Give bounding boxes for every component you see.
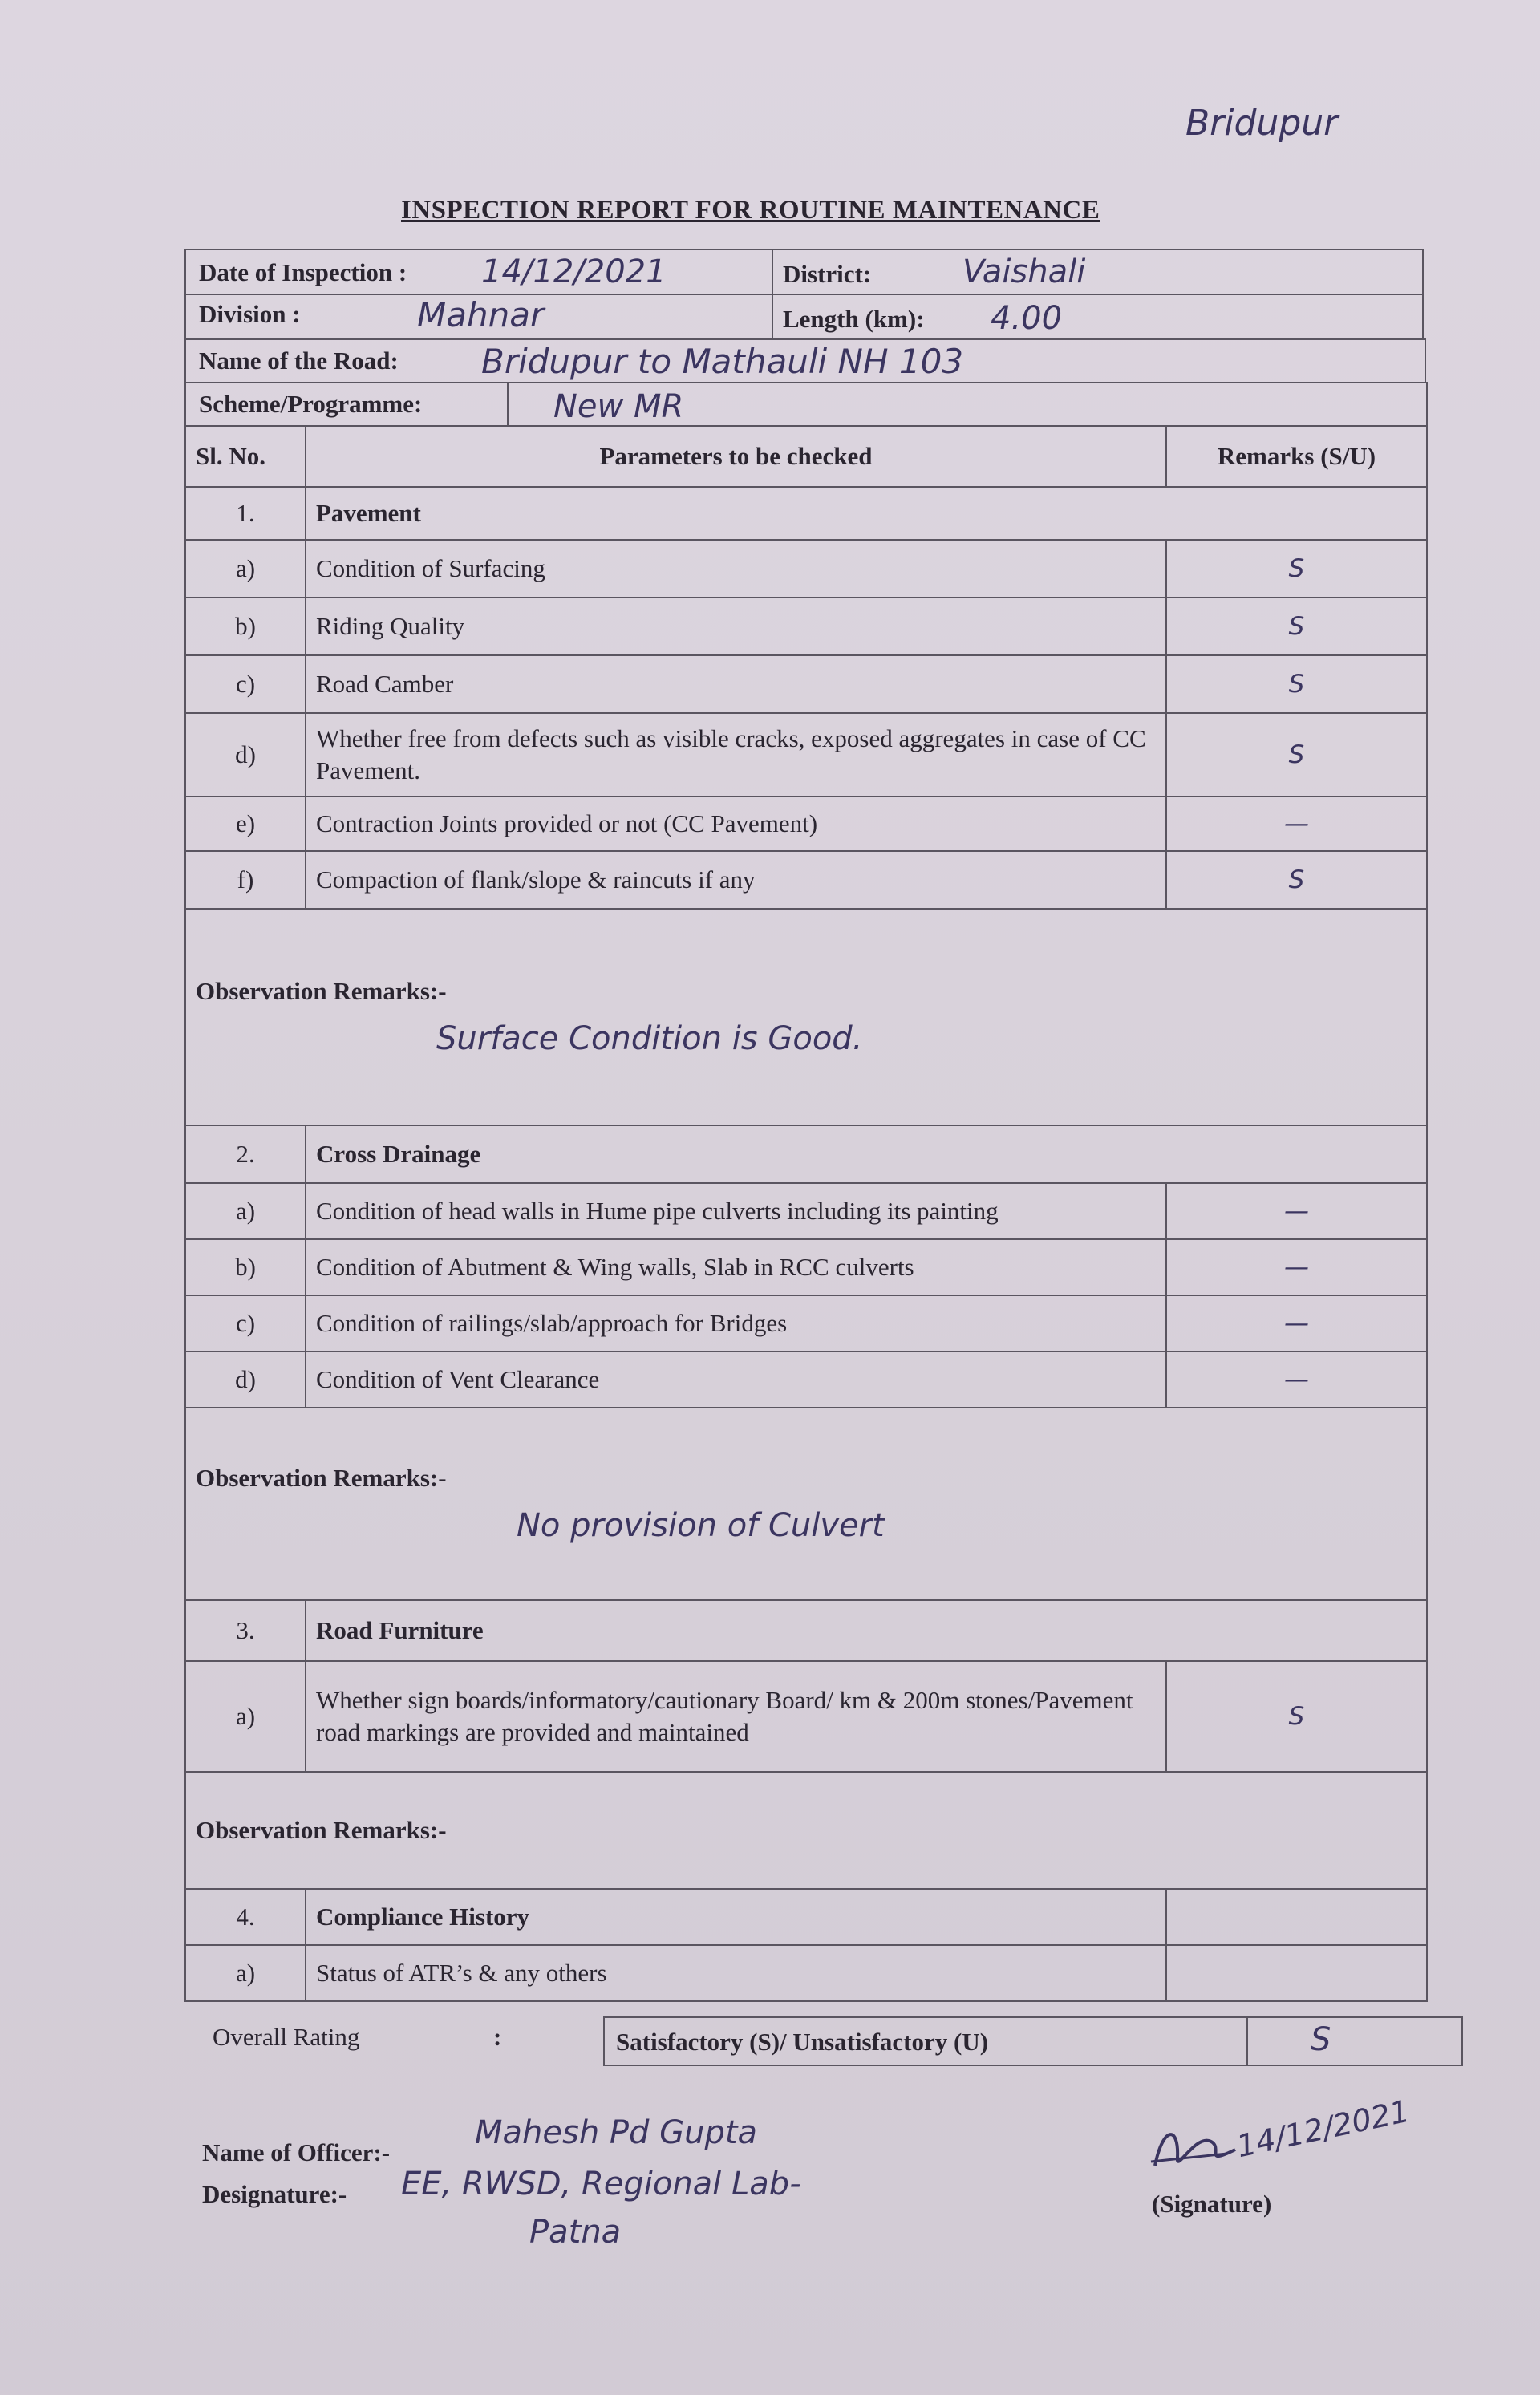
observation-text: No provision of Culvert	[517, 1507, 885, 1544]
section-number: 1.	[185, 487, 306, 540]
observation-label: Observation Remarks:-	[196, 977, 447, 1005]
row-param: Whether free from defects such as visible cracks, exposed aggregates in case of CC Pavement.	[306, 713, 1166, 796]
section-number: 3.	[185, 1600, 306, 1661]
overall-rating-box	[603, 2016, 1463, 2066]
row-remark: S	[1166, 598, 1427, 655]
observation-row	[185, 909, 1427, 1125]
section-row	[185, 1600, 1427, 1661]
district-value: Vaishali	[962, 253, 1086, 290]
row-param: Condition of Abutment & Wing walls, Slab in RCC culverts	[306, 1239, 1166, 1295]
table-row	[185, 796, 1427, 851]
table-row	[185, 598, 1427, 655]
row-sl: e)	[185, 796, 306, 851]
table-row	[185, 1661, 1427, 1772]
observation-cell	[185, 1772, 1427, 1889]
table-header-row	[185, 426, 1427, 487]
row-param: Compaction of flank/slope & raincuts if any	[306, 851, 1166, 909]
date-value: 14/12/2021	[481, 253, 667, 290]
observation-row	[185, 1772, 1427, 1889]
table-row	[185, 1351, 1427, 1408]
row-param: Condition of railings/slab/approach for Bridges	[306, 1295, 1166, 1351]
section-name: Compliance History	[306, 1889, 1166, 1945]
section-row	[185, 1889, 1427, 1945]
table-row	[185, 713, 1427, 796]
corner-note: Bridupur	[1185, 103, 1339, 144]
table-row	[185, 540, 1427, 598]
row-sl: c)	[185, 655, 306, 713]
table-row	[185, 1183, 1427, 1239]
row-sl: b)	[185, 598, 306, 655]
row-remark: S	[1166, 655, 1427, 713]
row-param: Condition of head walls in Hume pipe culverts including its painting	[306, 1183, 1166, 1239]
rating-box-label: Satisfactory (S)/ Unsatisfactory (U)	[616, 2028, 989, 2056]
length-value: 4.00	[991, 300, 1063, 337]
designation-label: Designature:-	[202, 2180, 347, 2208]
row-param: Condition of Vent Clearance	[306, 1351, 1166, 1408]
row-remark: —	[1166, 1351, 1427, 1408]
signature-label: (Signature)	[1152, 2190, 1272, 2218]
row-param: Condition of Surfacing	[306, 540, 1166, 598]
observation-label: Observation Remarks:-	[196, 1464, 447, 1492]
section-name: Pavement	[306, 487, 1427, 540]
row-remark	[1166, 1945, 1427, 2001]
row-param: Contraction Joints provided or not (CC Pavement)	[306, 796, 1166, 851]
row-sl: d)	[185, 1351, 306, 1408]
section-row	[185, 487, 1427, 540]
designation-line1: EE, RWSD, Regional Lab-	[401, 2166, 801, 2203]
row-remark: —	[1166, 1183, 1427, 1239]
row-remark: S	[1166, 540, 1427, 598]
division-value: Mahnar	[417, 295, 545, 334]
row-param: Riding Quality	[306, 598, 1166, 655]
observation-cell	[185, 1408, 1427, 1600]
section-remark	[1166, 1889, 1427, 1945]
officer-name-label: Name of Officer:-	[202, 2138, 391, 2166]
row-remark: S	[1166, 851, 1427, 909]
row-sl: f)	[185, 851, 306, 909]
table-row	[185, 1295, 1427, 1351]
row-sl: a)	[185, 1661, 306, 1772]
row-remark: S	[1166, 713, 1427, 796]
row-sl: a)	[185, 1183, 306, 1239]
row-sl: d)	[185, 713, 306, 796]
row-sl: a)	[185, 1945, 306, 2001]
row-sl: c)	[185, 1295, 306, 1351]
row-remark: —	[1166, 796, 1427, 851]
table-row	[185, 655, 1427, 713]
section-name: Road Furniture	[306, 1600, 1427, 1661]
observation-text: Surface Condition is Good.	[436, 1020, 863, 1057]
row-sl: a)	[185, 540, 306, 598]
col-params-header: Parameters to be checked	[306, 426, 1166, 487]
row-param: Road Camber	[306, 655, 1166, 713]
scheme-label: Scheme/Programme:	[199, 390, 423, 418]
section-row	[185, 1125, 1427, 1183]
report-title: INSPECTION REPORT FOR ROUTINE MAINTENANCE	[401, 196, 1100, 225]
row-sl: b)	[185, 1239, 306, 1295]
col-sl-header: Sl. No.	[185, 426, 306, 487]
row-param: Status of ATR’s & any others	[306, 1945, 1166, 2001]
road-label: Name of the Road:	[199, 346, 399, 375]
checklist-table	[184, 425, 1428, 2002]
signature-mark	[1147, 2117, 1243, 2182]
road-value: Bridupur to Mathauli NH 103	[481, 342, 964, 381]
row-remark: —	[1166, 1239, 1427, 1295]
table-row	[185, 1945, 1427, 2001]
observation-row	[185, 1408, 1427, 1600]
row-remark: —	[1166, 1295, 1427, 1351]
section-name: Cross Drainage	[306, 1125, 1427, 1183]
division-label: Division :	[199, 300, 301, 328]
rating-value: S	[1311, 2021, 1331, 2058]
observation-label: Observation Remarks:-	[196, 1816, 447, 1844]
overall-rating-colon: :	[493, 2023, 502, 2051]
table-row	[185, 1239, 1427, 1295]
date-label: Date of Inspection :	[199, 258, 407, 286]
observation-cell	[185, 909, 1427, 1125]
row-remark: S	[1166, 1661, 1427, 1772]
signature-date: 14/12/2021	[1233, 2093, 1413, 2165]
designation-line2: Patna	[529, 2214, 622, 2251]
col-remarks-header: Remarks (S/U)	[1166, 426, 1427, 487]
section-number: 2.	[185, 1125, 306, 1183]
district-label: District:	[783, 260, 872, 288]
row-param: Whether sign boards/informatory/cautionary Board/ km & 200m stones/Pavement road markings are provided and maintained	[306, 1661, 1166, 1772]
scheme-value: New MR	[553, 388, 684, 425]
table-row	[185, 851, 1427, 909]
section-number: 4.	[185, 1889, 306, 1945]
length-label: Length (km):	[783, 305, 925, 333]
overall-rating-label: Overall Rating	[213, 2023, 360, 2051]
officer-name-value: Mahesh Pd Gupta	[475, 2114, 758, 2151]
